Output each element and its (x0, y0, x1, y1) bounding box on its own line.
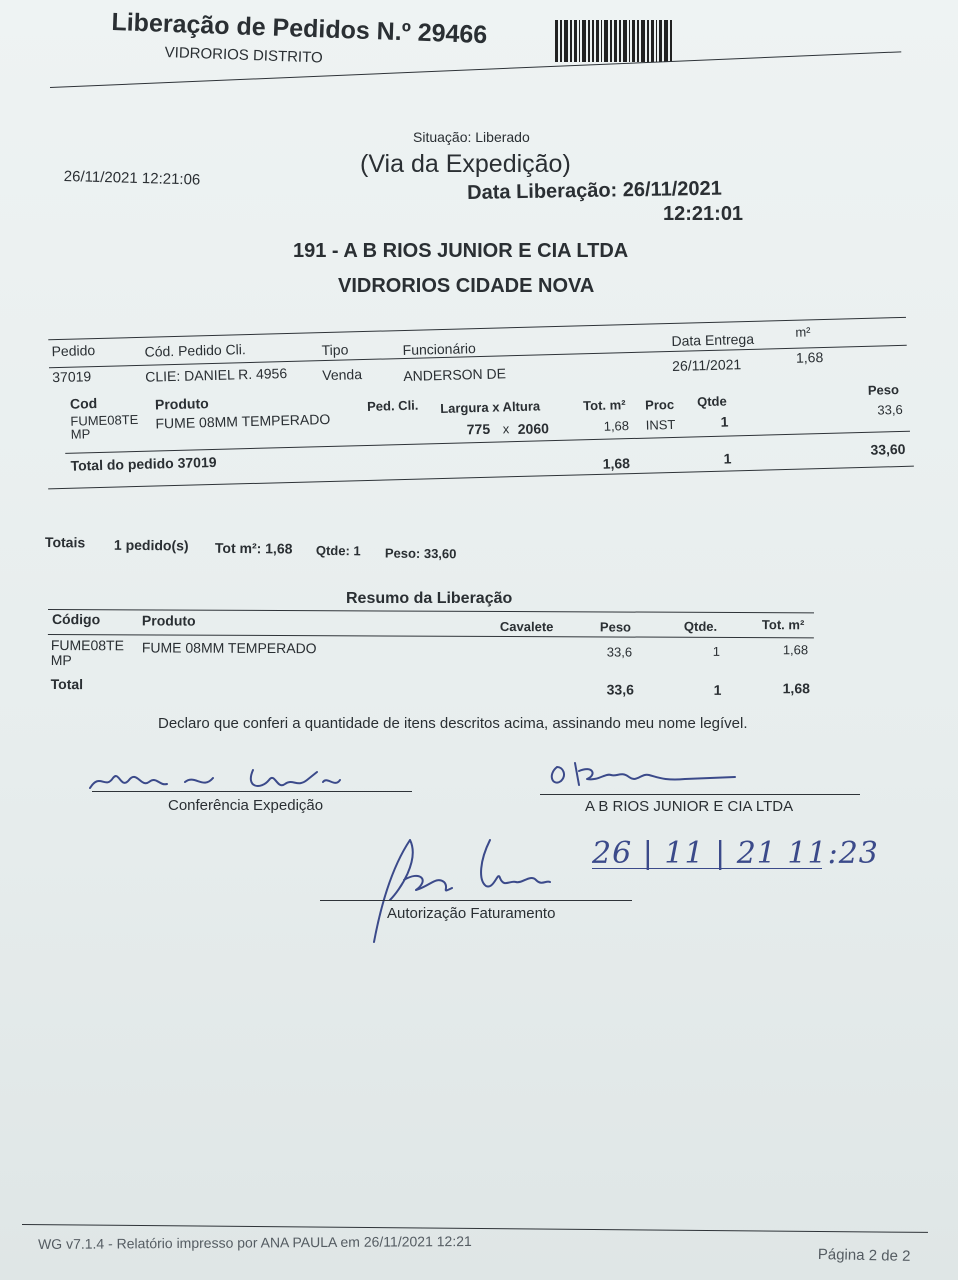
resumo-total-tot-m2: 1,68 (782, 680, 810, 697)
totais-label: Totais (44, 534, 86, 551)
cod-pedido-cli-value: CLIE: DANIEL R. 4956 (145, 365, 288, 385)
store-line: VIDRORIOS CIDADE NOVA (338, 275, 595, 297)
resumo-row-qtde: 1 (712, 643, 721, 659)
client-line: 191 - A B RIOS JUNIOR E CIA LTDA (293, 240, 629, 262)
totais-peso: Peso: 33,60 (384, 545, 457, 562)
totais-qtde: Qtde: 1 (315, 542, 361, 559)
item-produto-header: Produto (154, 395, 209, 413)
item-tot-m2-header: Tot. m² (582, 397, 626, 414)
item-altura: 2060 (517, 420, 550, 438)
cliente-signature (545, 755, 745, 795)
resumo-total-qtde: 1 (713, 681, 722, 698)
handwritten-date: 26 | 11 | 21 11:23 (592, 836, 879, 871)
autorizacao-label: Autorização Faturamento (387, 905, 556, 922)
resumo-qtde-header: Qtde. (683, 618, 718, 634)
autorizacao-signature (360, 830, 590, 950)
via-text: (Via da Expedição) (360, 150, 571, 178)
pedido-value: 37019 (52, 368, 92, 386)
resumo-total-peso: 33,6 (606, 681, 634, 698)
document-title: Liberação de Pedidos N.º 29466 (111, 8, 488, 50)
col-cod-pedido-cli-header: Cód. Pedido Cli. (144, 341, 246, 360)
item-ped-cli-header: Ped. Cli. (366, 397, 419, 414)
order-block (0, 0, 958, 533)
footer-right: Página 2 de 2 (817, 1246, 911, 1265)
resumo-peso-header: Peso (599, 619, 632, 635)
m2-value: 1,68 (795, 349, 824, 366)
data-liberacao: Data Liberação: 26/11/2021 (467, 177, 722, 204)
col-data-entrega-header: Data Entrega (671, 330, 755, 349)
item-cod-line2: MP (70, 426, 91, 442)
order-top-rule (48, 317, 906, 340)
funcionario-value: ANDERSON DE (403, 365, 507, 384)
resumo-codigo-header: Código (51, 611, 101, 628)
item-qtde-header: Qtde (696, 393, 727, 410)
totais-tot-m2: Tot m²: 1,68 (214, 539, 293, 557)
situacao-text: Situação: Liberado (413, 129, 530, 145)
col-m2-header: m² (795, 324, 811, 340)
order-total-label: Total do pedido 37019 (70, 453, 217, 474)
order-total-qtde: 1 (723, 450, 732, 467)
item-produto: FUME 08MM TEMPERADO (155, 410, 331, 432)
resumo-title: Resumo da Liberação (346, 590, 513, 607)
item-x: x (502, 421, 510, 437)
item-cod-header: Cod (69, 395, 98, 412)
resumo-produto-header: Produto (141, 612, 196, 629)
data-entrega-value: 26/11/2021 (671, 356, 742, 374)
print-datetime: 26/11/2021 12:21:06 (63, 168, 201, 189)
resumo-row-cod-line2: MP (50, 652, 72, 669)
conferencia-line (92, 791, 412, 792)
order-total-m2: 1,68 (602, 455, 631, 472)
resumo-cavalete-header: Cavalete (499, 618, 554, 635)
col-funcionario-header: Funcionário (402, 340, 477, 359)
footer-left: WG v7.1.4 - Relatório impresso por ANA PAULA em 26/11/2021 12:21 (38, 1232, 472, 1252)
col-pedido-header: Pedido (51, 342, 96, 360)
item-proc-header: Proc (644, 396, 675, 413)
cliente-line (540, 794, 860, 795)
company-name: VIDRORIOS DISTRITO (164, 44, 323, 67)
item-largura-altura-header: Largura x Altura (440, 398, 541, 417)
handwritten-date-underline (592, 868, 822, 869)
totais-pedidos: 1 pedido(s) (113, 536, 189, 554)
item-cod-line1: FUME08TE (70, 411, 139, 429)
resumo-row-tot-m2: 1,68 (782, 642, 809, 658)
cliente-label: A B RIOS JUNIOR E CIA LTDA (585, 798, 794, 815)
tipo-value: Venda (322, 366, 363, 384)
autorizacao-line (320, 900, 632, 901)
item-qtde: 1 (720, 413, 729, 430)
item-proc: INST (645, 416, 676, 433)
data-liberacao-time: 12:21:01 (663, 203, 744, 225)
footer-rule (22, 1224, 928, 1233)
conferencia-label: Conferência Expedição (168, 797, 324, 814)
resumo-tot-m2-header: Tot. m² (761, 617, 805, 633)
resumo-row-peso: 33,6 (606, 644, 633, 660)
col-tipo-header: Tipo (321, 341, 349, 359)
item-peso-header: Peso (867, 382, 900, 398)
declaration-text: Declaro que conferi a quantidade de itens descritos acima, assinando meu nome legível. (158, 715, 748, 732)
resumo-header-rule (48, 634, 814, 638)
item-peso: 33,6 (877, 401, 903, 418)
item-largura: 775 (466, 420, 491, 438)
resumo-row-produto: FUME 08MM TEMPERADO (141, 639, 317, 657)
order-total-peso: 33,60 (870, 440, 906, 458)
resumo-total-label: Total (50, 676, 84, 693)
item-tot-m2: 1,68 (603, 418, 630, 434)
resumo-row-cod-line1: FUME08TE (50, 637, 125, 654)
conferencia-signature (85, 760, 345, 800)
